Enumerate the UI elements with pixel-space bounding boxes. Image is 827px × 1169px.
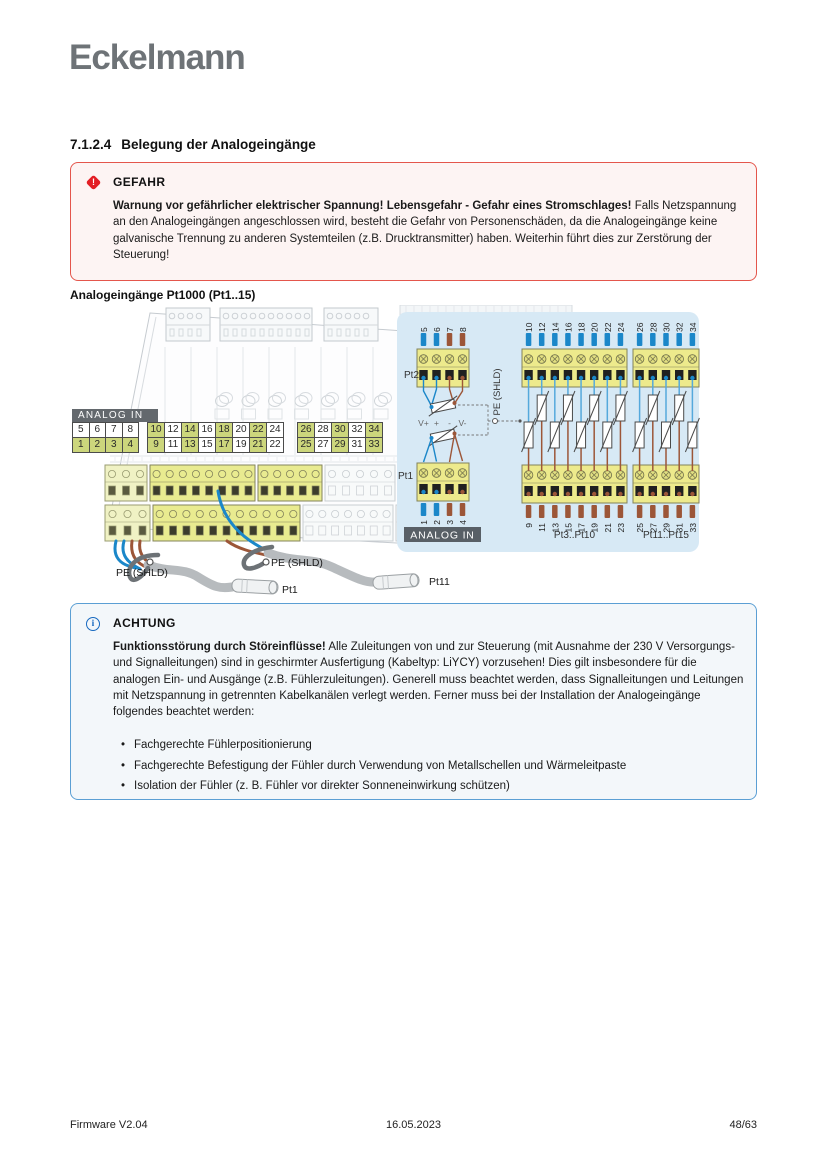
terminal-number: 19: [589, 523, 600, 533]
terminal-number: 25: [635, 523, 646, 533]
terminal-number: 13: [550, 523, 561, 533]
analog-in-cell: 30: [331, 422, 349, 438]
terminal-number: 6: [432, 327, 442, 332]
terminal-number: 2: [432, 520, 442, 525]
danger-icon: [86, 175, 102, 191]
terminal-mark: V+: [418, 418, 429, 428]
terminal-number: 33: [687, 523, 698, 533]
terminal-number: 30: [661, 322, 672, 332]
analog-in-cell: 15: [198, 437, 216, 453]
analog-in-cell: 1: [72, 437, 90, 453]
analog-in-table-group1: [72, 422, 139, 453]
pe-shld-label-2: PE (SHLD): [271, 557, 323, 569]
danger-text: [113, 198, 746, 263]
terminal-number: 4: [458, 520, 468, 525]
pe-shld-label-1: PE (SHLD): [116, 567, 168, 579]
terminal-number: 31: [674, 523, 685, 533]
analog-in-cell: 11: [164, 437, 182, 453]
pe-terminal-ring: [493, 419, 498, 424]
terminal-number: 12: [537, 322, 548, 332]
analog-in-cell: 34: [365, 422, 383, 438]
terminal-number: 15: [563, 523, 574, 533]
wiring-diagram: [70, 305, 760, 600]
analog-in-cell: 22: [266, 437, 284, 453]
analog-in-cell: 32: [348, 422, 366, 438]
footer-page-number: 48/63: [729, 1119, 757, 1131]
terminal-number: 27: [648, 523, 659, 533]
detail-panel: [397, 312, 699, 552]
analog-in-table-header: ANALOG IN: [72, 409, 158, 422]
terminal-number: 21: [602, 523, 613, 533]
terminal-number: 34: [687, 322, 698, 332]
analog-in-cell: 14: [181, 422, 199, 438]
sensor-pt11-label: Pt11: [429, 576, 450, 588]
terminal-number: 20: [589, 322, 600, 332]
analog-in-cell: 2: [89, 437, 107, 453]
terminal-number: 3: [445, 520, 455, 525]
analog-in-cell: 31: [348, 437, 366, 453]
terminal-number: 32: [674, 322, 685, 332]
analog-in-cell: 27: [314, 437, 332, 453]
terminal-mark: V-: [458, 418, 467, 428]
analog-in-cell: 13: [181, 437, 199, 453]
sensor-capsule-pt11: [373, 573, 420, 589]
analog-in-cell: 16: [198, 422, 216, 438]
brand-logo: Eckelmann: [69, 38, 245, 77]
terminal-number: 14: [550, 322, 561, 332]
info-icon: [86, 617, 100, 631]
notice-lead: Funktionsstörung durch Störeinflüsse!: [113, 641, 326, 653]
terminal-number: 8: [458, 327, 468, 332]
analog-in-cell: 26: [297, 422, 315, 438]
notice-body: Alle Zuleitungen von und zur Steuerung (mit Ausnahme der 230 V Versorgungs- und Signalleitungen) sind in geschirmter Ausfertigung (Kabeltyp: LiYCY) vorzusehen! Dies gilt insbesondere für die analogen Ein- und Ausgänge (z.B. Fühlerzuleitungen). Generell muss beachtet werden, dass Signalleitungen und Leitungen mit Netzspannung in getrennten Kabelkanälen verlegt werden. Ferner muss bei der Installation der Analogeingänge folgendes beachtet werden:: [113, 641, 744, 719]
analog-in-cell: 4: [122, 437, 140, 453]
danger-lead: Warnung vor gefährlicher elektrischer Spannung! Lebensgefahr - Gefahr eines Stromschlages!: [113, 200, 632, 212]
section-number: 7.1.2.4: [70, 137, 112, 152]
terminal-number: 29: [661, 523, 672, 533]
analog-in-cell: 19: [232, 437, 250, 453]
notice-bullet-list: [121, 735, 741, 797]
danger-box: [70, 162, 757, 281]
analog-in-cell: 29: [331, 437, 349, 453]
footer-date: 16.05.2023: [385, 1119, 442, 1131]
analog-in-badge-label: ANALOG IN: [410, 529, 475, 542]
analog-in-cell: 7: [105, 422, 123, 438]
pt1-label: Pt1: [398, 471, 414, 482]
terminal-mark: -: [448, 418, 451, 428]
terminal-number: 28: [648, 322, 659, 332]
analog-in-cell: 10: [147, 422, 165, 438]
analog-in-cell: 3: [105, 437, 123, 453]
terminal-number: 10: [524, 322, 535, 332]
terminal-number: 5: [419, 327, 429, 332]
analog-in-table-group3: [297, 422, 383, 453]
analog-in-cell: 24: [266, 422, 284, 438]
sensor-capsule-pt1: [232, 579, 279, 594]
danger-body: Falls Netzspannung an den Analogeingängen angeschlossen wird, besteht die Gefahr von Personenschäden, da die Analogeingänge keine galvanische Trennung zu anderen Systemteilen (z.B. Drucktransmitter) haben. Weiterhin führt dies zur Zerstörung der Steuerung!: [113, 200, 737, 261]
notice-bullet: • Fachgerechte Fühlerpositionierung: [121, 735, 741, 756]
analog-in-cell: 21: [249, 437, 267, 453]
pe-shld-vertical-label: PE (SHLD): [492, 368, 503, 416]
analog-in-cell: 18: [215, 422, 233, 438]
notice-text: [113, 639, 746, 720]
analog-in-cell: 28: [314, 422, 332, 438]
analog-in-table-group2: [147, 422, 284, 453]
analog-in-cell: 33: [365, 437, 383, 453]
figure-caption: Analogeingänge Pt1000 (Pt1..15): [70, 288, 256, 302]
shield-ring: [147, 559, 153, 565]
analog-in-cell: 20: [232, 422, 250, 438]
notice-title: ACHTUNG: [113, 616, 176, 630]
section-heading: [70, 137, 316, 152]
terminal-number: 22: [602, 322, 613, 332]
shield-ring: [263, 559, 269, 565]
notice-box: [70, 603, 757, 800]
terminal-number: 24: [615, 322, 626, 332]
analog-in-cell: 6: [89, 422, 107, 438]
terminal-number: 17: [576, 523, 587, 533]
analog-in-cell: 12: [164, 422, 182, 438]
notice-bullet: • Fachgerechte Befestigung der Fühler durch Verwendung von Metallschellen und Wärmeleitpaste: [121, 756, 741, 777]
terminal-number: 1: [419, 520, 429, 525]
notice-bullet: • Isolation der Fühler (z. B. Fühler vor direkter Sonneneinwirkung schützen): [121, 776, 741, 797]
section-title: Belegung der Analogeingänge: [121, 137, 316, 152]
terminal-number: 26: [635, 322, 646, 332]
analog-in-cell: 25: [297, 437, 315, 453]
terminal-mark: +: [434, 418, 439, 428]
terminal-number: 16: [563, 322, 574, 332]
sensor-pt1-label: Pt1: [282, 584, 298, 596]
terminal-number: 7: [445, 327, 455, 332]
analog-in-cell: 9: [147, 437, 165, 453]
terminal-number: 18: [576, 322, 587, 332]
footer-firmware: Firmware V2.04: [70, 1119, 148, 1131]
analog-in-cell: 22: [249, 422, 267, 438]
terminal-number: 11: [537, 523, 548, 532]
analog-in-cell: 17: [215, 437, 233, 453]
terminal-number: 23: [615, 523, 626, 533]
pt11-pt15-label: Pt11..Pt15: [643, 530, 689, 541]
danger-title: GEFAHR: [113, 175, 166, 189]
pt2-label: Pt2: [404, 370, 420, 381]
analog-in-cell: 5: [72, 422, 90, 438]
terminal-number: 9: [524, 523, 535, 528]
pt3-pt10-label: Pt3..Pt10: [553, 530, 596, 541]
analog-in-cell: 8: [122, 422, 140, 438]
